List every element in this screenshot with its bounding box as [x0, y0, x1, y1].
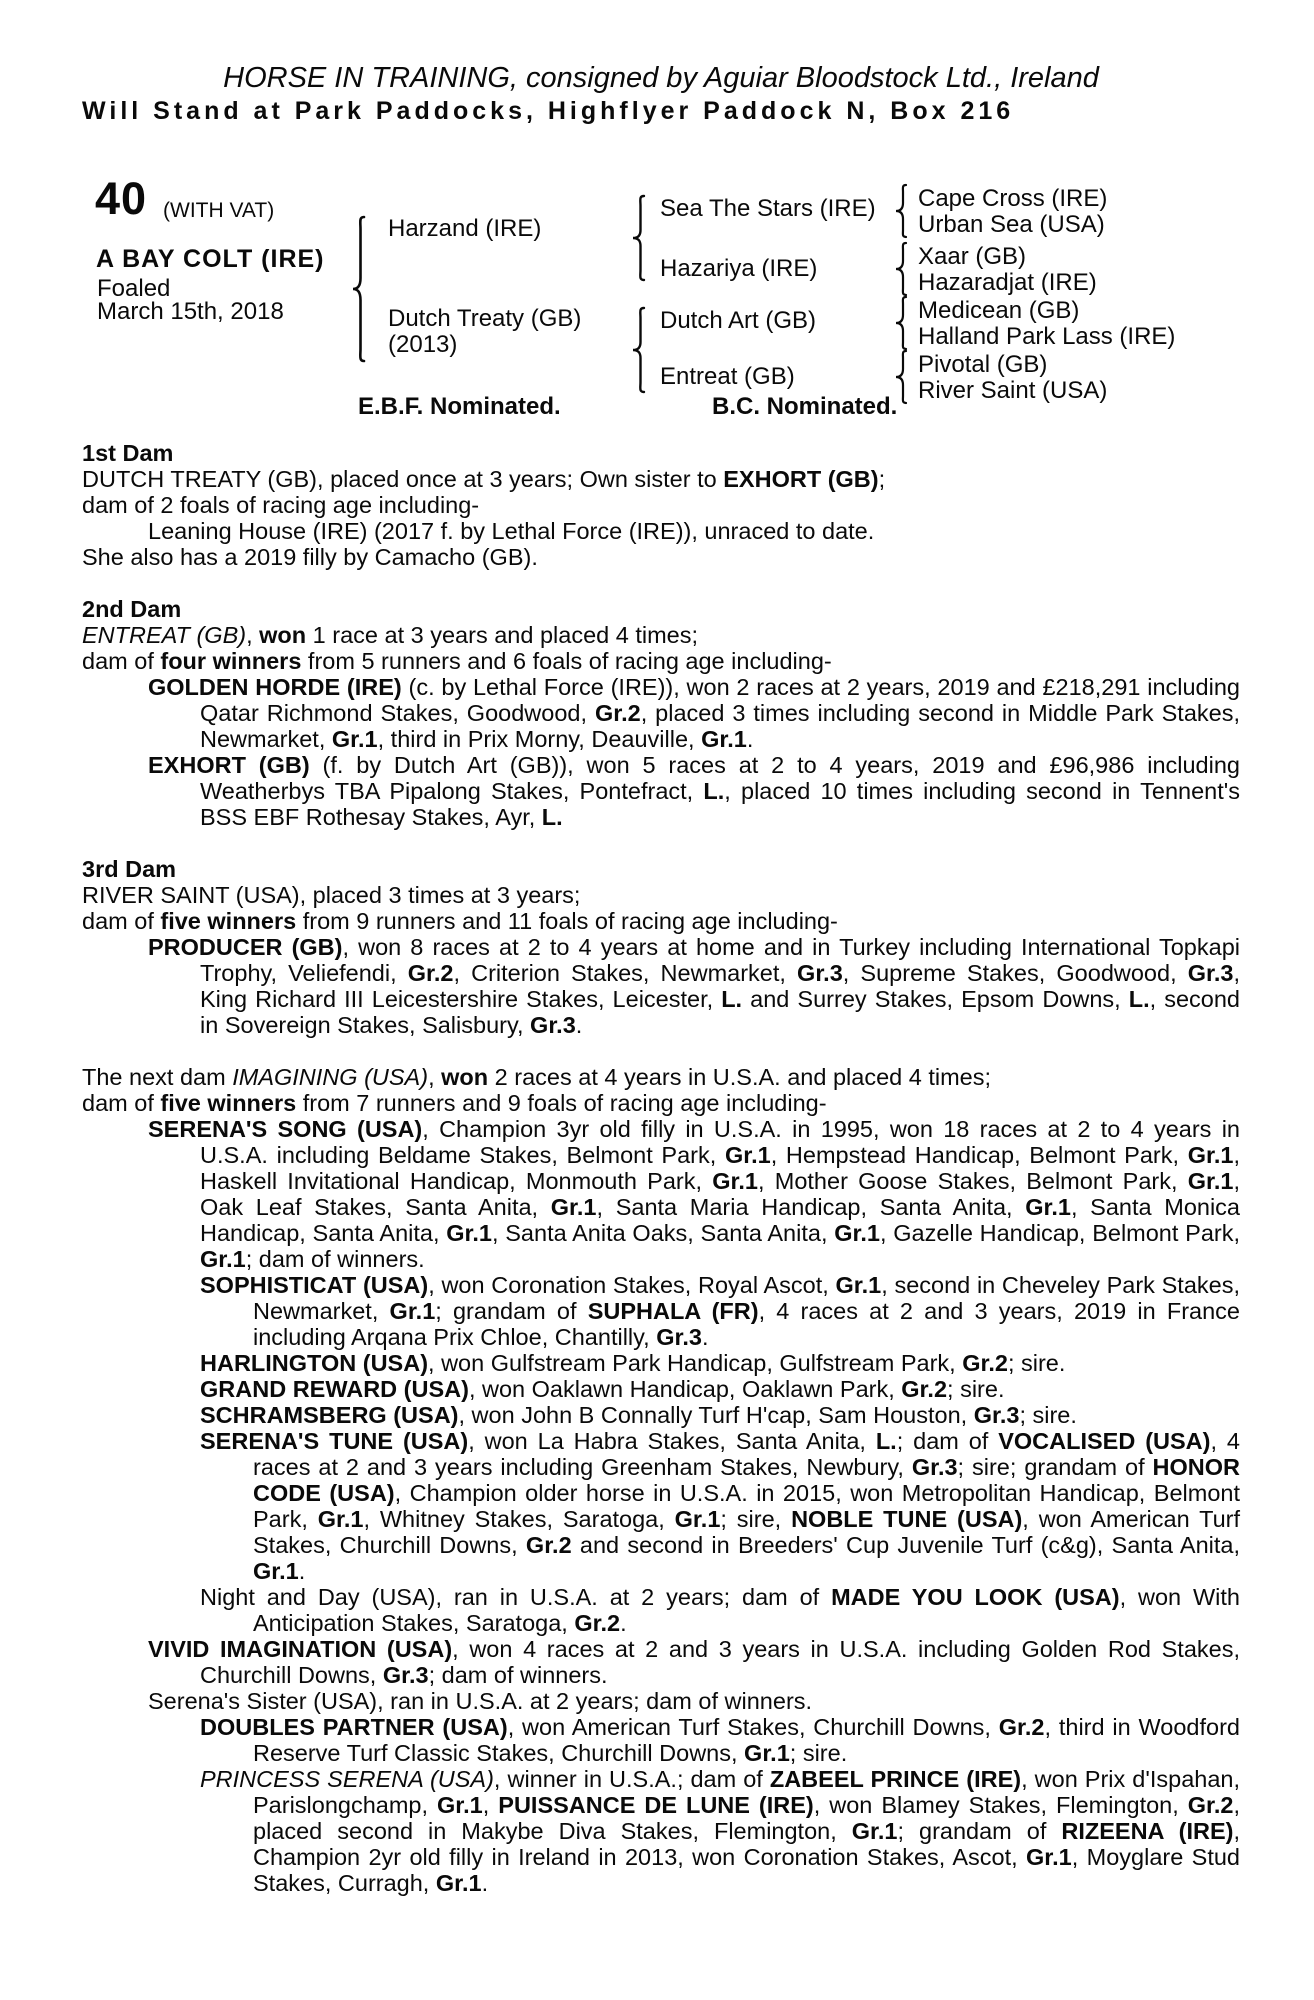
dam-section-heading: 1st Dam	[82, 440, 174, 466]
pedigree-dam-sire-sire: Medicean (GB)	[918, 297, 1080, 324]
pedigree-dam-dam-dam: River Saint (USA)	[918, 377, 1108, 404]
pedigree-dam	[388, 306, 581, 358]
catalog-paragraph: SERENA'S TUNE (USA), won La Habra Stakes, Santa Anita, L.; dam of VOCALISED (USA), 4 races at 2 and 3 years including Greenham Stakes, Newbury, Gr.3; sire; grandam of HONOR CODE (USA), Champion older horse in U.S.A. in 2015, won Metropolitan Handicap, Belmont Park, Gr.1, Whitney Stakes, Saratoga, Gr.1; sire, NOBLE TUNE (USA), won American Turf Stakes, Churchill Downs, Gr.2 and second in Breeders' Cup Juvenile Turf (c&g), Santa Anita, Gr.1.	[200, 1428, 1241, 1584]
catalog-paragraph: RIVER SAINT (USA), placed 3 times at 3 years;	[82, 882, 581, 908]
pedigree-brace-dam	[630, 306, 646, 394]
catalog-paragraph: dam of four winners from 5 runners and 6 foals of racing age including-	[82, 648, 832, 674]
catalog-paragraph: VIVID IMAGINATION (USA), won 4 races at 2 and 3 years in U.S.A. including Golden Rod Stakes, Churchill Downs, Gr.3; dam of winners.	[148, 1636, 1240, 1688]
pedigree-dam-dam-sire: Pivotal (GB)	[918, 351, 1048, 378]
pedigree-dam-sire-dam: Halland Park Lass (IRE)	[918, 323, 1176, 350]
foaled-date: March 15th, 2018	[97, 298, 284, 325]
catalog-paragraph: GOLDEN HORDE (IRE) (c. by Lethal Force (IRE)), won 2 races at 2 years, 2019 and £218,291 including Qatar Richmond Stakes, Goodwood, Gr.2, placed 3 times including second in Middle Park Stakes, Newmarket, Gr.1, third in Prix Morny, Deauville, Gr.1.	[148, 674, 1240, 752]
pedigree-sire-dam: Hazariya (IRE)	[660, 255, 818, 282]
pedigree-sire-sire-sire: Cape Cross (IRE)	[918, 185, 1108, 212]
foaled-label: Foaled	[97, 275, 171, 302]
bc-nominated-label: B.C. Nominated.	[712, 393, 898, 420]
catalog-paragraph: DUTCH TREATY (GB), placed once at 3 years; Own sister to EXHORT (GB);	[82, 466, 886, 492]
catalog-paragraph: dam of five winners from 7 runners and 9 foals of racing age including-	[82, 1090, 827, 1116]
dam-section-heading: 3rd Dam	[82, 856, 177, 882]
pedigree-dam-sire: Dutch Art (GB)	[660, 307, 817, 334]
pedigree-sire-sire-dam: Urban Sea (USA)	[918, 211, 1105, 238]
lot-number: 40	[95, 173, 148, 224]
catalog-paragraph: ENTREAT (GB), won 1 race at 3 years and placed 4 times;	[82, 622, 699, 648]
ebf-nominated-label: E.B.F. Nominated.	[358, 393, 561, 420]
dam-section-heading: 2nd Dam	[82, 596, 182, 622]
pedigree-brace-gen1	[350, 215, 366, 363]
catalog-paragraph: PRODUCER (GB), won 8 races at 2 to 4 years at home and in Turkey including International Topkapi Trophy, Veliefendi, Gr.2, Criterion Stakes, Newmarket, Gr.3, Supreme Stakes, Goodwood, Gr.3, King Richard III Leicestershire Stakes, Leicester, L. and Surrey Stakes, Epsom Downs, L., second in Sovereign Stakes, Salisbury, Gr.3.	[148, 934, 1241, 1038]
pedigree-brace-gen3-3	[893, 295, 909, 351]
pedigree-dam-year: (2013)	[388, 331, 458, 358]
catalog-paragraph: Serena's Sister (USA), ran in U.S.A. at 2 years; dam of winners.	[148, 1688, 813, 1714]
pedigree-dam-dam: Entreat (GB)	[660, 363, 795, 390]
catalog-sections	[0, 440, 1314, 1896]
catalog-paragraph: Night and Day (USA), ran in U.S.A. at 2 years; dam of MADE YOU LOOK (USA), won With Anticipation Stakes, Saratoga, Gr.2.	[200, 1584, 1240, 1636]
vat-note: (WITH VAT)	[163, 199, 275, 222]
catalog-paragraph: GRAND REWARD (USA), won Oaklawn Handicap, Oaklawn Park, Gr.2; sire.	[200, 1376, 1005, 1402]
catalog-paragraph: The next dam IMAGINING (USA), won 2 races at 4 years in U.S.A. and placed 4 times;	[82, 1064, 992, 1090]
pedigree-sire-dam-sire: Xaar (GB)	[918, 243, 1027, 270]
catalog-paragraph: She also has a 2019 filly by Camacho (GB).	[82, 544, 538, 570]
pedigree-dam-name: Dutch Treaty (GB)	[388, 305, 582, 332]
dam-section	[82, 596, 1240, 830]
catalog-paragraph: dam of 2 foals of racing age including-	[82, 492, 480, 518]
catalog-paragraph: EXHORT (GB) (f. by Dutch Art (GB)), won 5 races at 2 to 4 years, 2019 and £96,986 including Weatherbys TBA Pipalong Stakes, Pontefract, L., placed 10 times including second in Tennent's BSS EBF Rothesay Stakes, Ayr, L.	[148, 752, 1240, 830]
dam-section	[82, 1064, 1240, 1896]
catalog-paragraph: DOUBLES PARTNER (USA), won American Turf Stakes, Churchill Downs, Gr.2, third in Woodford Reserve Turf Classic Stakes, Churchill Downs, Gr.1; sire.	[200, 1714, 1240, 1766]
catalog-paragraph: SCHRAMSBERG (USA), won John B Connally Turf H'cap, Sam Houston, Gr.3; sire.	[200, 1402, 1077, 1428]
catalog-paragraph: dam of five winners from 9 runners and 11 foals of racing age including-	[82, 908, 838, 934]
dam-section	[82, 440, 1240, 570]
consignment-title: HORSE IN TRAINING, consigned by Aguiar Bloodstock Ltd., Ireland	[223, 62, 1099, 94]
pedigree-sire-sire: Sea The Stars (IRE)	[660, 195, 876, 222]
pedigree-brace-sire	[630, 194, 646, 282]
pedigree-brace-gen3-2	[893, 241, 909, 297]
pedigree-sire: Harzand (IRE)	[388, 215, 542, 242]
horse-name: A BAY COLT (IRE)	[96, 245, 325, 273]
dam-section	[82, 856, 1240, 1038]
catalog-paragraph: PRINCESS SERENA (USA), winner in U.S.A.; dam of ZABEEL PRINCE (IRE), won Prix d'Ispahan, Parislongchamp, Gr.1, PUISSANCE DE LUNE (IRE), won Blamey Stakes, Flemington, Gr.2, placed second in Makybe Diva Stakes, Flemington, Gr.1; grandam of RIZEENA (IRE), Champion 2yr old filly in Ireland in 2013, won Coronation Stakes, Ascot, Gr.1, Moyglare Stud Stakes, Curragh, Gr.1.	[200, 1766, 1241, 1896]
pedigree-sire-dam-dam: Hazaradjat (IRE)	[918, 269, 1097, 296]
catalog-paragraph: HARLINGTON (USA), won Gulfstream Park Handicap, Gulfstream Park, Gr.2; sire.	[200, 1350, 1066, 1376]
catalog-paragraph: SERENA'S SONG (USA), Champion 3yr old filly in U.S.A. in 1995, won 18 races at 2 to 4 years in U.S.A. including Beldame Stakes, Belmont Park, Gr.1, Hempstead Handicap, Belmont Park, Gr.1, Haskell Invitational Handicap, Monmouth Park, Gr.1, Mother Goose Stakes, Belmont Park, Gr.1, Oak Leaf Stakes, Santa Anita, Gr.1, Santa Maria Handicap, Santa Anita, Gr.1, Santa Monica Handicap, Santa Anita, Gr.1, Santa Anita Oaks, Santa Anita, Gr.1, Gazelle Handicap, Belmont Park, Gr.1; dam of winners.	[148, 1116, 1240, 1272]
pedigree-brace-gen3-1	[893, 183, 909, 239]
stand-location: Will Stand at Park Paddocks, Highflyer Paddock N, Box 216	[82, 97, 1015, 125]
catalog-paragraph: SOPHISTICAT (USA), won Coronation Stakes, Royal Ascot, Gr.1, second in Cheveley Park Stakes, Newmarket, Gr.1; grandam of SUPHALA (FR), 4 races at 2 and 3 years, 2019 in France including Arqana Prix Chloe, Chantilly, Gr.3.	[200, 1272, 1241, 1350]
catalog-paragraph: Leaning House (IRE) (2017 f. by Lethal Force (IRE)), unraced to date.	[148, 518, 875, 544]
